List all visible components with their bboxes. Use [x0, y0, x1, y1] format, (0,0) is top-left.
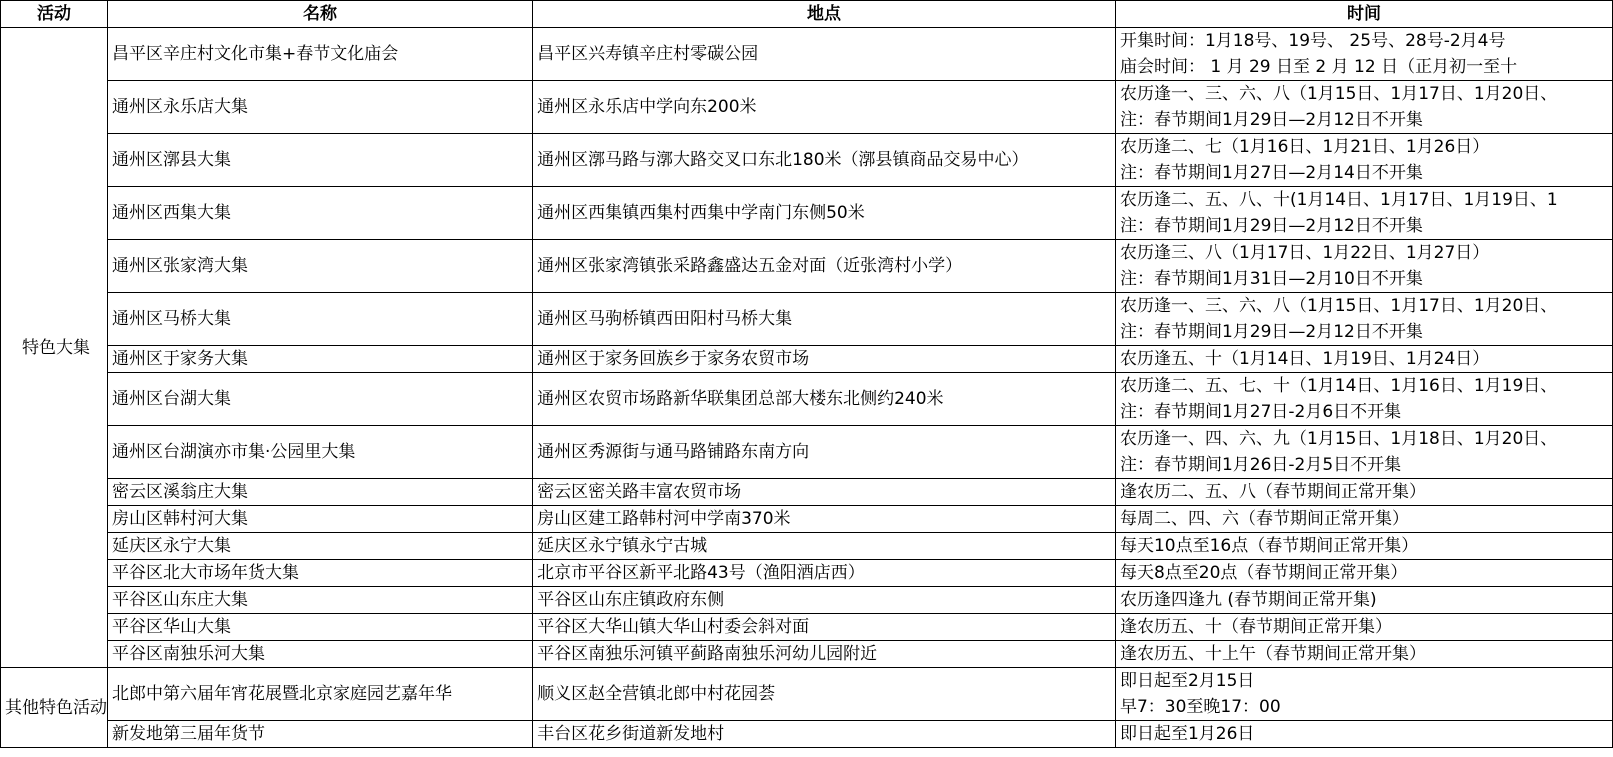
event-time-cell — [1115, 373, 1612, 426]
activity-category-cell: 其他特色活动 — [1, 668, 108, 748]
header-location: 地点 — [533, 1, 1116, 28]
table-row — [1, 641, 1613, 668]
event-location-cell: 平谷区山东庄镇政府东侧 — [533, 587, 1116, 614]
header-row — [1, 1, 1613, 28]
event-location-cell: 通州区秀源街与通马路铺路东南方向 — [533, 426, 1116, 479]
event-name-cell: 通州区马桥大集 — [108, 293, 533, 346]
table-row — [1, 426, 1613, 479]
event-location-cell: 房山区建工路韩村河中学南370米 — [533, 506, 1116, 533]
event-time-line: 农历逢五、十（1月14日、1月19日、1月24日） — [1119, 349, 1490, 369]
event-time-cell — [1115, 134, 1612, 187]
table-header — [1, 1, 1613, 28]
event-time-line: 注：春节期间1月29日—2月12日不开集 — [1119, 110, 1423, 130]
event-name-cell: 平谷区北大市场年货大集 — [108, 560, 533, 587]
event-time-line: 农历逢四逢九 (春节期间正常开集) — [1119, 590, 1377, 610]
event-time-cell — [1115, 614, 1612, 641]
event-time-line: 逢农历二、五、八（春节期间正常开集） — [1119, 482, 1426, 502]
event-time-line: 注：春节期间1月27日-2月6日不开集 — [1119, 402, 1402, 422]
event-location-cell: 通州区马驹桥镇西田阳村马桥大集 — [533, 293, 1116, 346]
event-name-cell: 平谷区山东庄大集 — [108, 587, 533, 614]
event-name-cell: 延庆区永宁大集 — [108, 533, 533, 560]
table-row — [1, 187, 1613, 240]
event-time-line: 农历逢二、七（1月16日、1月21日、1月26日） — [1119, 137, 1490, 157]
table-body — [1, 28, 1613, 748]
table-row — [1, 240, 1613, 293]
event-time-cell — [1115, 81, 1612, 134]
event-time-cell — [1115, 533, 1612, 560]
table-row — [1, 346, 1613, 373]
table-row — [1, 614, 1613, 641]
event-location-cell: 通州区农贸市场路新华联集团总部大楼东北侧约240米 — [533, 373, 1116, 426]
event-time-line: 早7：30至晚17：00 — [1119, 697, 1281, 717]
table-row — [1, 134, 1613, 187]
event-time-line: 注：春节期间1月29日—2月12日不开集 — [1119, 216, 1423, 236]
event-time-line: 农历逢一、三、六、八（1月15日、1月17日、1月20日、 — [1119, 84, 1558, 104]
event-time-cell — [1115, 28, 1612, 81]
event-time-cell — [1115, 426, 1612, 479]
event-location-cell: 丰台区花乡街道新发地村 — [533, 721, 1116, 748]
event-time-line: 每天10点至16点（春节期间正常开集） — [1119, 536, 1419, 556]
event-time-line: 即日起至2月15日 — [1119, 671, 1255, 691]
event-name-cell: 通州区台湖大集 — [108, 373, 533, 426]
event-time-cell — [1115, 346, 1612, 373]
table-row — [1, 28, 1613, 81]
event-name-cell: 通州区台湖演亦市集·公园里大集 — [108, 426, 533, 479]
event-name-cell: 昌平区辛庄村文化市集+春节文化庙会 — [108, 28, 533, 81]
activity-category-cell: 特色大集 — [1, 28, 108, 668]
event-time-line: 注：春节期间1月29日—2月12日不开集 — [1119, 322, 1423, 342]
event-location-cell: 通州区西集镇西集村西集中学南门东侧50米 — [533, 187, 1116, 240]
header-time: 时间 — [1115, 1, 1612, 28]
table-row — [1, 587, 1613, 614]
event-time-line: 农历逢二、五、七、十（1月14日、1月16日、1月19日、 — [1119, 376, 1558, 396]
event-name-cell: 通州区永乐店大集 — [108, 81, 533, 134]
event-time-cell — [1115, 721, 1612, 748]
event-name-cell: 通州区漷县大集 — [108, 134, 533, 187]
event-time-line: 注：春节期间1月26日-2月5日不开集 — [1119, 455, 1402, 475]
table-row — [1, 721, 1613, 748]
event-location-cell: 顺义区赵全营镇北郎中村花园荟 — [533, 668, 1116, 721]
table-row — [1, 533, 1613, 560]
event-name-cell: 平谷区南独乐河大集 — [108, 641, 533, 668]
table-row — [1, 560, 1613, 587]
event-time-line: 农历逢一、四、六、九（1月15日、1月18日、1月20日、 — [1119, 429, 1558, 449]
event-location-cell: 昌平区兴寿镇辛庄村零碳公园 — [533, 28, 1116, 81]
event-name-cell: 平谷区华山大集 — [108, 614, 533, 641]
event-location-cell: 通州区张家湾镇张采路鑫盛达五金对面（近张湾村小学） — [533, 240, 1116, 293]
event-time-cell — [1115, 506, 1612, 533]
event-location-cell: 北京市平谷区新平北路43号（渔阳酒店西） — [533, 560, 1116, 587]
table-row — [1, 668, 1613, 721]
event-time-cell — [1115, 187, 1612, 240]
event-time-line: 注：春节期间1月27日—2月14日不开集 — [1119, 163, 1423, 183]
event-name-cell: 通州区张家湾大集 — [108, 240, 533, 293]
event-time-line: 农历逢三、八（1月17日、1月22日、1月27日） — [1119, 243, 1490, 263]
event-time-line: 逢农历五、十上午（春节期间正常开集） — [1119, 644, 1426, 664]
table-row — [1, 373, 1613, 426]
event-location-cell: 通州区永乐店中学向东200米 — [533, 81, 1116, 134]
event-location-cell: 平谷区南独乐河镇平蓟路南独乐河幼儿园附近 — [533, 641, 1116, 668]
event-time-line: 注：春节期间1月31日—2月10日不开集 — [1119, 269, 1423, 289]
event-time-cell — [1115, 560, 1612, 587]
event-name-cell: 新发地第三届年货节 — [108, 721, 533, 748]
event-time-line: 开集时间：1月18号、19号、 25号、28号-2月4号 — [1119, 31, 1506, 51]
event-name-cell: 通州区西集大集 — [108, 187, 533, 240]
event-location-cell: 通州区漷马路与漷大路交叉口东北180米（漷县镇商品交易中心） — [533, 134, 1116, 187]
event-time-line: 庙会时间： 1 月 29 日至 2 月 12 日（正月初一至十 — [1119, 57, 1518, 77]
event-location-cell: 通州区于家务回族乡于家务农贸市场 — [533, 346, 1116, 373]
event-time-cell — [1115, 668, 1612, 721]
event-location-cell: 密云区密关路丰富农贸市场 — [533, 479, 1116, 506]
event-time-cell — [1115, 479, 1612, 506]
table-row — [1, 506, 1613, 533]
table-row — [1, 293, 1613, 346]
event-time-line: 农历逢一、三、六、八（1月15日、1月17日、1月20日、 — [1119, 296, 1558, 316]
event-time-line: 每天8点至20点（春节期间正常开集） — [1119, 563, 1408, 583]
event-time-line: 每周二、四、六（春节期间正常开集） — [1119, 509, 1409, 529]
event-time-line: 即日起至1月26日 — [1119, 724, 1255, 744]
event-time-cell — [1115, 293, 1612, 346]
header-activity: 活动 — [1, 1, 108, 28]
event-location-cell: 延庆区永宁镇永宁古城 — [533, 533, 1116, 560]
event-time-line: 农历逢二、五、八、十(1月14日、1月17日、1月19日、1 — [1119, 190, 1558, 210]
table-row — [1, 81, 1613, 134]
event-name-cell: 通州区于家务大集 — [108, 346, 533, 373]
event-time-cell — [1115, 587, 1612, 614]
event-name-cell: 密云区溪翁庄大集 — [108, 479, 533, 506]
event-time-line: 逢农历五、十（春节期间正常开集） — [1119, 617, 1392, 637]
event-name-cell: 北郎中第六届年宵花展暨北京家庭园艺嘉年华 — [108, 668, 533, 721]
event-time-cell — [1115, 641, 1612, 668]
event-location-cell: 平谷区大华山镇大华山村委会斜对面 — [533, 614, 1116, 641]
table-row — [1, 479, 1613, 506]
header-name: 名称 — [108, 1, 533, 28]
event-time-cell — [1115, 240, 1612, 293]
event-name-cell: 房山区韩村河大集 — [108, 506, 533, 533]
